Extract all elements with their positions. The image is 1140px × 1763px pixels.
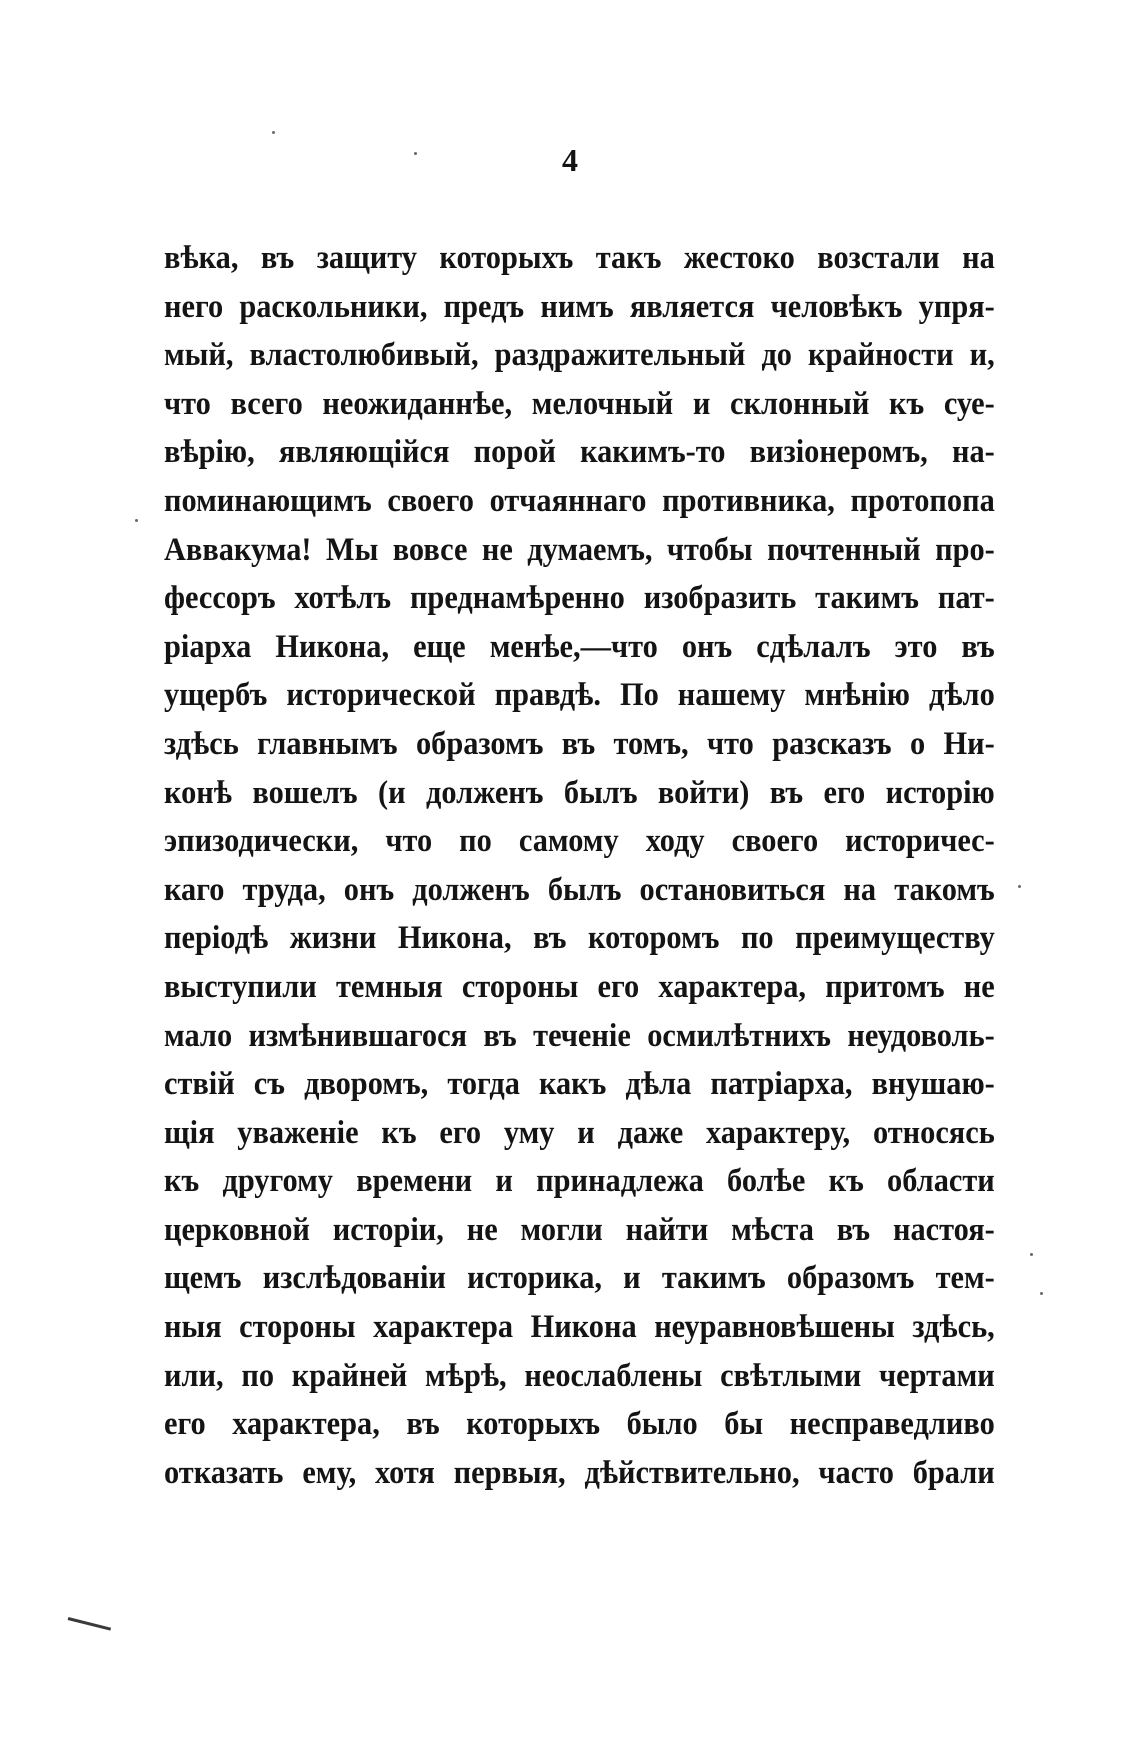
scan-speck <box>1030 1253 1033 1256</box>
scan-speck <box>272 131 275 134</box>
text-line: щемъ изслѣдованіи историка, и такимъ образомъ тем- <box>164 1260 995 1297</box>
text-line: здѣсь главнымъ образомъ въ томъ, что разсказъ о Ни- <box>164 725 995 762</box>
scan-speck <box>135 519 138 522</box>
body-text <box>164 234 995 1497</box>
scan-speck <box>1018 885 1021 888</box>
scan-speck <box>414 152 417 155</box>
text-line: выступили темныя стороны его характера, притомъ не <box>164 968 995 1005</box>
text-line: церковной исторіи, не могли найти мѣста въ настоя- <box>164 1211 995 1248</box>
text-line: поминающимъ своего отчаяннаго противника, протопопа <box>164 482 995 519</box>
text-line: или, по крайней мѣрѣ, неослаблены свѣтлыми чертами <box>164 1357 995 1394</box>
text-line: ствій съ дворомъ, тогда какъ дѣла патріарха, внушаю- <box>164 1066 995 1103</box>
scan-artifact-mark <box>68 1617 111 1631</box>
text-line: каго труда, онъ долженъ былъ остановиться на такомъ <box>164 871 995 908</box>
text-line: что всего неожиданнѣе, мелочный и склонный къ суе- <box>164 385 995 422</box>
text-line: ріарха Никона, еще менѣе,—что онъ сдѣлалъ это въ <box>164 628 995 665</box>
scan-speck <box>1040 1292 1043 1295</box>
text-line: него раскольники, предъ нимъ является человѣкъ упря- <box>164 288 995 325</box>
text-line: періодѣ жизни Никона, въ которомъ по преимуществу <box>164 920 995 957</box>
text-line: вѣрію, являющійся порой какимъ-то визіонеромъ, на- <box>164 434 995 471</box>
text-line: эпизодически, что по самому ходу своего историчес- <box>164 823 995 860</box>
text-line: Аввакума! Мы вовсе не думаемъ, чтобы почтенный про- <box>164 531 995 568</box>
text-line: вѣка, въ защиту которыхъ такъ жестоко возстали на <box>164 240 995 276</box>
text-line: ущербъ исторической правдѣ. По нашему мнѣнію дѣло <box>164 677 995 714</box>
text-line: конѣ вошелъ (и долженъ былъ войти) въ его исторію <box>164 774 995 811</box>
text-line: къ другому времени и принадлежа болѣе къ области <box>164 1163 995 1200</box>
page-number: 4 <box>562 142 578 178</box>
text-line: мый, властолюбивый, раздражительный до крайности и, <box>164 337 995 374</box>
text-line: фессоръ хотѣлъ преднамѣренно изобразить такимъ пат- <box>164 580 995 617</box>
text-line: ныя стороны характера Никона неуравновѣшены здѣсь, <box>164 1309 995 1346</box>
text-line: мало измѣнившагося въ теченіе осмилѣтнихъ неудоволь- <box>164 1017 995 1054</box>
text-line: отказать ему, хотя первыя, дѣйствительно, часто брали <box>164 1454 995 1491</box>
text-line: щія уваженіе къ его уму и даже характеру, относясь <box>164 1114 995 1151</box>
text-line: его характера, въ которыхъ было бы несправедливо <box>164 1406 995 1443</box>
